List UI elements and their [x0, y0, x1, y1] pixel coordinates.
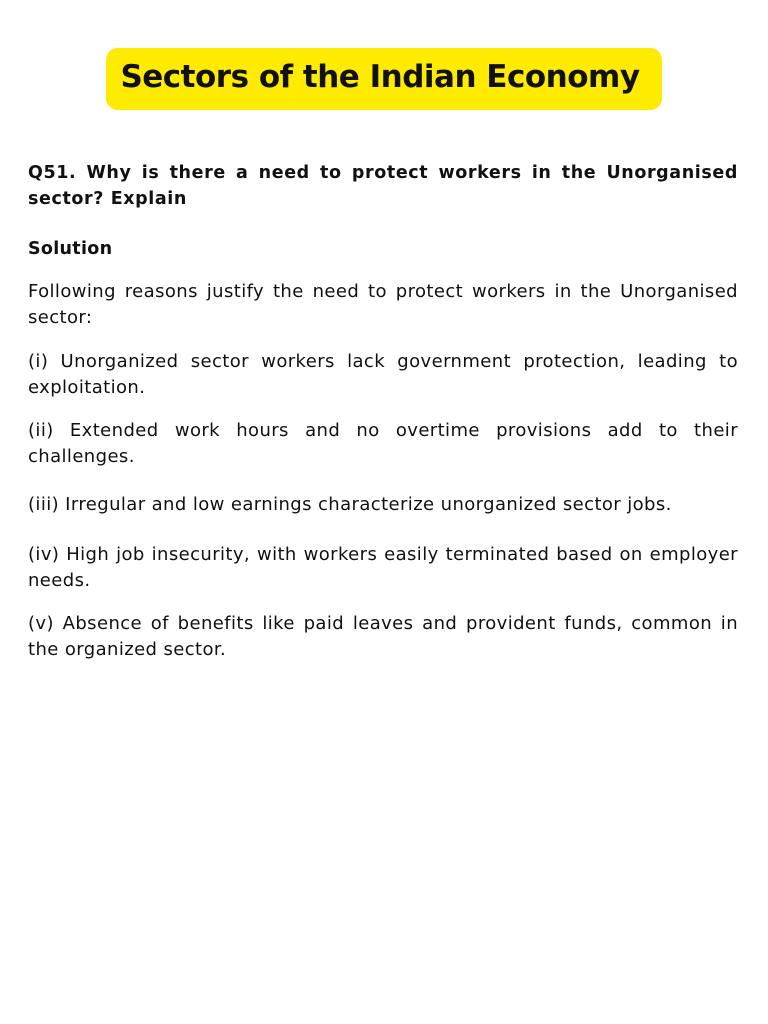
page-title: Sectors of the Indian Economy [106, 48, 661, 110]
solution-intro: Following reasons justify the need to protect workers in the Unorganised sector: [28, 281, 738, 328]
solution-point-1: (i) Unorganized sector workers lack government protection, leading to exploitation. [28, 351, 738, 398]
solution-point-3: (iii) Irregular and low earnings characterize unorganized sector jobs. [28, 494, 672, 515]
question-text: Q51. Why is there a need to protect workers in the Unorganised sector? Explain [28, 163, 738, 209]
solution-heading: Solution [28, 239, 113, 259]
document-body [28, 160, 738, 680]
header [0, 48, 768, 110]
solution-point-4: (iv) High job insecurity, with workers easily terminated based on employer needs. [28, 544, 738, 591]
solution-point-5: (v) Absence of benefits like paid leaves and provident funds, common in the organized sector. [28, 613, 738, 660]
solution-point-2: (ii) Extended work hours and no overtime provisions add to their challenges. [28, 420, 738, 467]
